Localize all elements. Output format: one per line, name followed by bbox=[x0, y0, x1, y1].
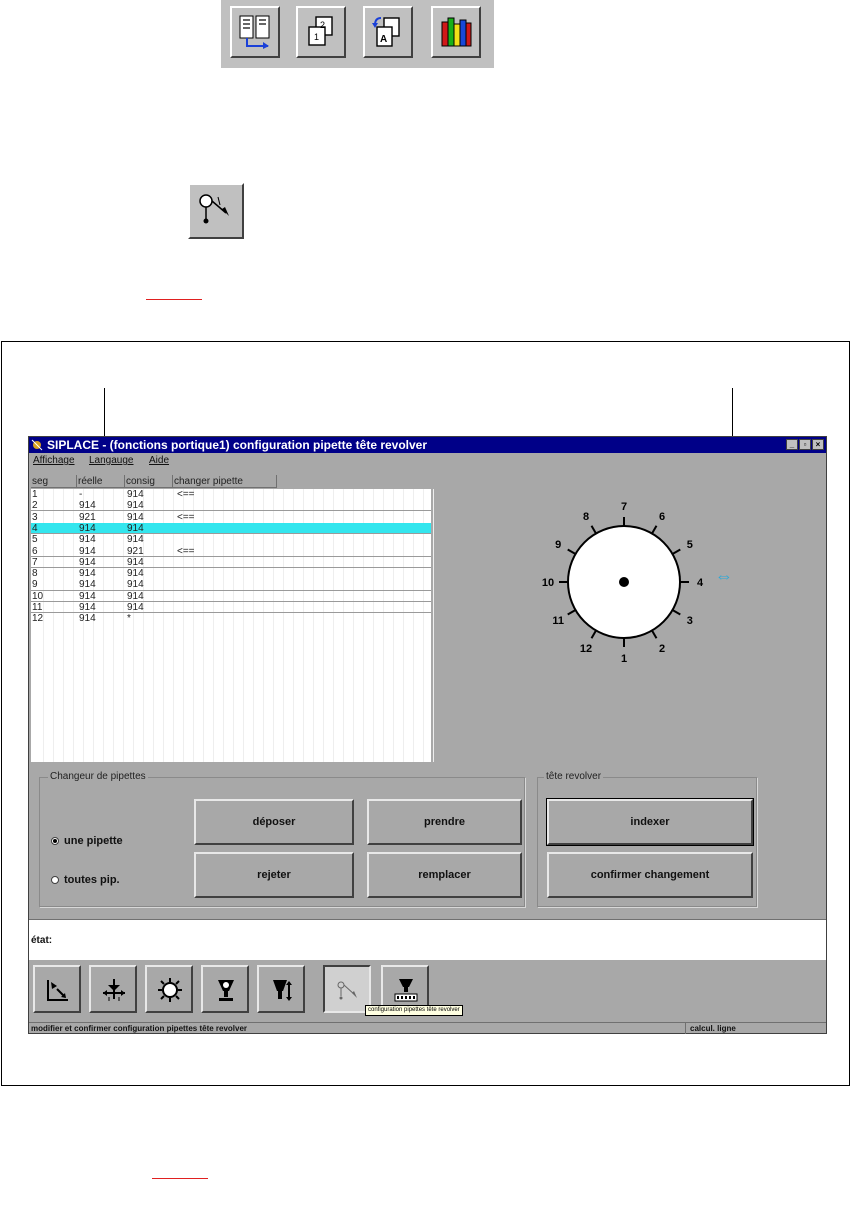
tooltip: configuration pipettes tête revolver bbox=[365, 1005, 463, 1016]
books-icon[interactable] bbox=[431, 6, 481, 58]
cell-consig: 914 bbox=[127, 534, 144, 546]
menu-bar bbox=[29, 453, 826, 469]
cell-reelle: - bbox=[79, 489, 83, 500]
red-underline bbox=[152, 1178, 208, 1179]
cell-seg: 6 bbox=[32, 545, 38, 557]
cell-consig: * bbox=[127, 613, 131, 625]
dial-tick bbox=[652, 526, 657, 534]
menu-affichage[interactable]: Affichage bbox=[33, 455, 75, 466]
radio-une-pipette-label: une pipette bbox=[64, 835, 123, 847]
cell-seg: 5 bbox=[32, 534, 38, 546]
cell-reelle: 914 bbox=[79, 522, 96, 534]
svg-text:2: 2 bbox=[320, 20, 326, 30]
cell-changer: <== bbox=[177, 545, 195, 557]
dial-label: 9 bbox=[555, 539, 562, 551]
status-bar bbox=[29, 1022, 826, 1033]
swap-arrows-icon[interactable]: ⇔ bbox=[715, 566, 733, 586]
status-right: calcul. ligne bbox=[685, 1023, 826, 1034]
minimize-button[interactable]: _ bbox=[786, 439, 798, 450]
cell-reelle: 914 bbox=[79, 556, 96, 568]
list-row[interactable] bbox=[31, 512, 431, 523]
cell-reelle: 914 bbox=[79, 602, 96, 613]
dial-label: 2 bbox=[658, 642, 666, 655]
radio-dot bbox=[51, 876, 59, 884]
cell-seg: 10 bbox=[32, 590, 44, 602]
tete-group-title: tête revolver bbox=[546, 771, 602, 782]
dial-label: 10 bbox=[541, 577, 555, 589]
indexer-button[interactable]: indexer bbox=[547, 799, 753, 845]
cell-seg: 2 bbox=[32, 500, 38, 512]
cell-consig: 914 bbox=[127, 489, 144, 500]
radio-dot-selected bbox=[51, 837, 59, 845]
column-changer-pipette[interactable]: changer pipette bbox=[173, 475, 277, 488]
cell-consig: 914 bbox=[127, 511, 144, 523]
svg-text:A: A bbox=[380, 34, 388, 45]
close-button[interactable]: × bbox=[812, 439, 824, 450]
dial-tick bbox=[672, 610, 680, 615]
status-message: modifier et confirmer configuration pipettes tête revolver bbox=[31, 1024, 248, 1033]
list-row[interactable] bbox=[31, 591, 431, 602]
remplacer-button[interactable]: remplacer bbox=[367, 852, 522, 898]
cell-consig: 914 bbox=[127, 568, 144, 580]
dial-tick bbox=[672, 550, 680, 555]
column-reelle[interactable]: réelle bbox=[77, 475, 125, 488]
dial-label: 6 bbox=[658, 511, 666, 524]
dial-center-dot bbox=[619, 577, 629, 587]
dial-label: 5 bbox=[686, 539, 693, 551]
list-row[interactable] bbox=[31, 534, 431, 545]
radio-une-pipette[interactable] bbox=[51, 835, 123, 847]
cell-seg: 7 bbox=[32, 556, 38, 568]
cell-reelle: 921 bbox=[79, 511, 96, 523]
dial-label: 3 bbox=[686, 615, 693, 627]
list-row[interactable] bbox=[31, 489, 431, 500]
cell-reelle: 914 bbox=[79, 568, 96, 580]
column-consig[interactable]: consig bbox=[125, 475, 173, 488]
app-window bbox=[28, 436, 827, 1034]
column-seg[interactable]: seg bbox=[31, 475, 77, 488]
cell-reelle: 914 bbox=[79, 590, 96, 602]
dial-tick bbox=[592, 630, 597, 638]
red-underline bbox=[146, 299, 202, 300]
cell-consig: 914 bbox=[127, 602, 144, 613]
etat-panel bbox=[29, 919, 826, 960]
etat-label: état: bbox=[31, 935, 53, 946]
cell-consig: 914 bbox=[127, 556, 144, 568]
deposer-button[interactable]: déposer bbox=[194, 799, 354, 845]
svg-text:1: 1 bbox=[314, 32, 320, 42]
cell-consig: 921 bbox=[127, 545, 144, 557]
cell-consig: 914 bbox=[127, 579, 144, 591]
table-compare-icon[interactable] bbox=[230, 6, 280, 58]
nozzle-icon[interactable] bbox=[201, 965, 249, 1013]
cell-consig: 914 bbox=[127, 590, 144, 602]
cell-reelle: 914 bbox=[79, 545, 96, 557]
dial-tick bbox=[568, 610, 576, 615]
rejeter-button[interactable]: rejeter bbox=[194, 852, 354, 898]
revolver-config-icon[interactable] bbox=[188, 183, 244, 239]
siplace-app-icon bbox=[31, 439, 43, 451]
cell-seg: 4 bbox=[32, 522, 38, 534]
cell-seg: 8 bbox=[32, 568, 38, 580]
revolver-dial bbox=[539, 497, 709, 667]
cell-changer: <== bbox=[177, 489, 195, 500]
cell-consig: 914 bbox=[127, 500, 144, 512]
list-row[interactable] bbox=[31, 557, 431, 568]
list-row[interactable] bbox=[31, 613, 431, 624]
changeur-group-title: Changeur de pipettes bbox=[50, 771, 146, 782]
cell-seg: 3 bbox=[32, 511, 38, 523]
radio-toutes-pip[interactable] bbox=[51, 874, 120, 886]
cell-reelle: 914 bbox=[79, 500, 96, 512]
menu-aide[interactable]: Aide bbox=[149, 455, 170, 466]
prendre-button[interactable]: prendre bbox=[367, 799, 522, 845]
window-title: SIPLACE - (fonctions portique1) configuration pipette tête revolver bbox=[47, 438, 428, 452]
cell-seg: 1 bbox=[32, 489, 38, 500]
dial-label: 1 bbox=[620, 653, 628, 665]
dial-label: 12 bbox=[579, 642, 593, 655]
swap-document-icon[interactable] bbox=[363, 6, 413, 58]
dial-tick bbox=[592, 526, 597, 534]
nozzle-detail-icon[interactable] bbox=[257, 965, 305, 1013]
cell-reelle: 914 bbox=[79, 534, 96, 546]
list-row[interactable] bbox=[31, 568, 431, 579]
select-arrow-icon[interactable] bbox=[33, 965, 81, 1013]
menu-langage[interactable]: Langauge bbox=[89, 455, 134, 466]
dial-label: 7 bbox=[620, 501, 628, 513]
dial-label: 11 bbox=[552, 615, 565, 627]
maximize-button[interactable]: ▫ bbox=[799, 439, 811, 450]
revolver-config-tab-icon[interactable] bbox=[323, 965, 371, 1013]
gantry-icon[interactable] bbox=[89, 965, 137, 1013]
cell-seg: 12 bbox=[32, 613, 44, 625]
list-stripe bbox=[433, 489, 434, 762]
dial-tick bbox=[568, 550, 576, 555]
confirmer-changement-button[interactable]: confirmer changement bbox=[547, 852, 753, 898]
list-row[interactable] bbox=[31, 500, 431, 511]
cell-seg: 9 bbox=[32, 579, 38, 591]
pipette-list[interactable] bbox=[31, 489, 431, 762]
list-row[interactable] bbox=[31, 602, 431, 613]
dial-label: 8 bbox=[582, 511, 590, 524]
list-row[interactable] bbox=[31, 579, 431, 590]
cell-consig: 914 bbox=[127, 522, 144, 534]
list-row[interactable] bbox=[31, 523, 431, 534]
cell-reelle: 914 bbox=[79, 613, 96, 625]
function-toolbar bbox=[29, 961, 826, 1021]
cell-reelle: 914 bbox=[79, 579, 96, 591]
top-toolbar bbox=[221, 0, 494, 68]
radio-toutes-pip-label: toutes pip. bbox=[64, 874, 120, 886]
cell-changer: <== bbox=[177, 511, 195, 523]
dial-tick bbox=[652, 630, 657, 638]
cell-seg: 11 bbox=[32, 602, 43, 613]
copy-pages-icon[interactable] bbox=[296, 6, 346, 58]
sun-icon[interactable] bbox=[145, 965, 193, 1013]
window-titlebar bbox=[29, 437, 826, 453]
list-row[interactable] bbox=[31, 546, 431, 557]
dial-label: 4 bbox=[696, 577, 704, 589]
